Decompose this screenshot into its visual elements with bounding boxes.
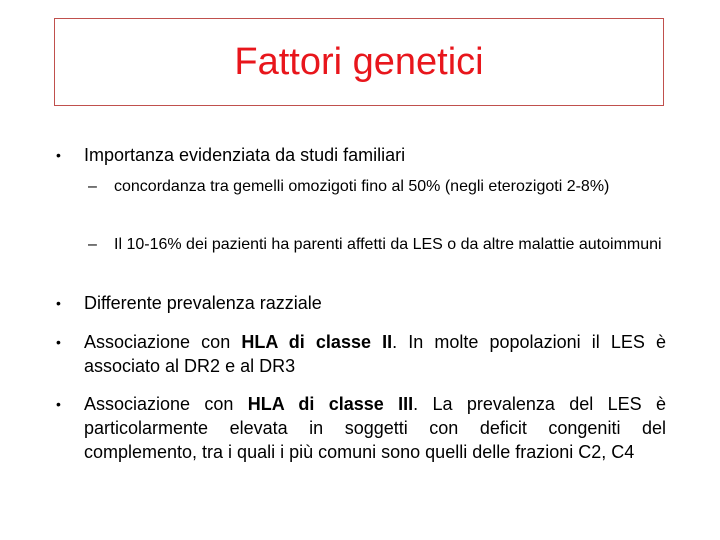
bullet-text-bold: HLA di classe III bbox=[247, 394, 414, 414]
bullet-text bbox=[84, 392, 666, 464]
sub-text: Il 10-16% dei pazienti ha parenti affetti da LES o da altre malattie autoimmuni bbox=[114, 236, 662, 253]
bullet-text-post: . La prevalenza del LES è particolarmente elevata in soggetti con deficit congeniti del complemento, tra i quali i più comuni sono quelli delle frazioni C2, C4 bbox=[84, 394, 666, 462]
bullet-text-pre: Associazione con bbox=[84, 332, 242, 352]
sub-item-relatives bbox=[88, 234, 666, 256]
slide-title: Fattori genetici bbox=[234, 41, 484, 83]
dash-icon: – bbox=[88, 178, 97, 195]
bullet-item-hla-ii bbox=[56, 330, 666, 378]
dash-icon: – bbox=[88, 236, 97, 253]
bullet-text bbox=[84, 330, 666, 378]
bullet-icon: • bbox=[56, 396, 61, 412]
bullet-item-racial bbox=[56, 291, 666, 315]
sub-item-twins bbox=[88, 176, 666, 198]
bullet-text: Differente prevalenza razziale bbox=[84, 293, 322, 313]
bullet-text-post: . In molte popolazioni il LES è associato al DR2 e al DR3 bbox=[84, 332, 666, 376]
bullet-icon: • bbox=[56, 295, 61, 311]
bullet-text-bold: HLA di classe II bbox=[241, 332, 393, 352]
bullet-icon: • bbox=[56, 147, 61, 163]
bullet-icon: • bbox=[56, 334, 61, 350]
bullet-item-familial bbox=[56, 143, 666, 167]
bullet-item-hla-iii bbox=[56, 392, 666, 464]
bullet-text-pre: Associazione con bbox=[84, 394, 248, 414]
sub-text: concordanza tra gemelli omozigoti fino al 50% (negli eterozigoti 2-8%) bbox=[114, 178, 610, 195]
bullet-text: Importanza evidenziata da studi familiari bbox=[84, 145, 406, 165]
